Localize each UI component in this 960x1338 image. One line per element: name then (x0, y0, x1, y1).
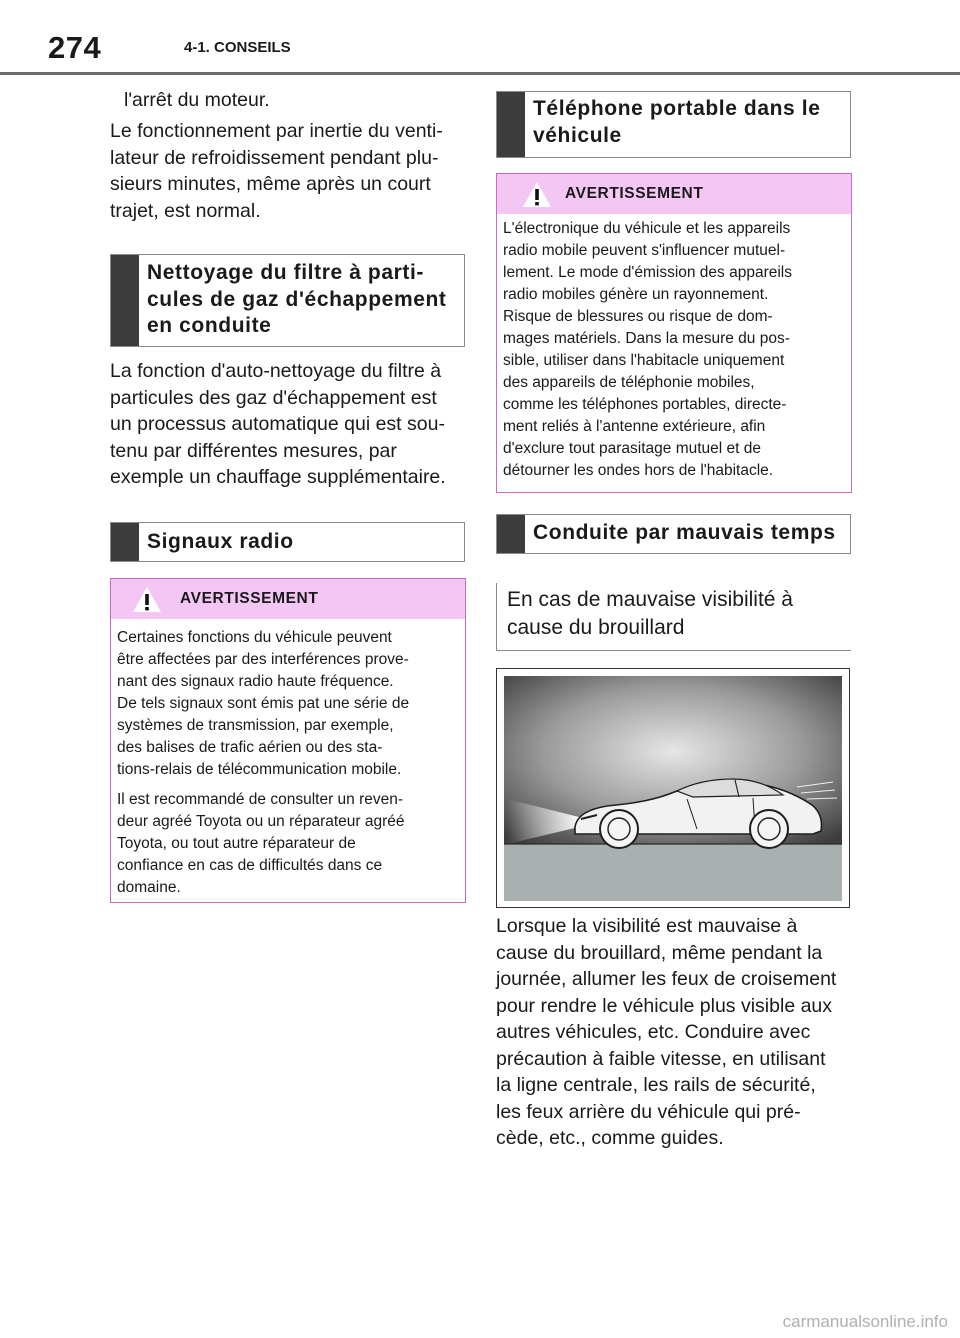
text-line: particules des gaz d'échappement est (110, 386, 437, 409)
text-line: précaution à faible vitesse, en utilisant (496, 1047, 826, 1070)
warning-paragraph (503, 218, 843, 482)
text-line: De tels signaux sont émis pat une série de (117, 695, 410, 712)
heading-bar (111, 523, 139, 561)
warning-paragraph (117, 789, 457, 899)
subheading-line: En cas de mauvaise visibilité à (507, 588, 793, 611)
page-number: 274 (48, 30, 102, 65)
text-line: nant des signaux radio haute fréquence. (117, 673, 394, 690)
text-line: détourner les ondes hors de l'habitacle. (503, 462, 774, 479)
text-line: des appareils de téléphonie mobiles, (503, 374, 755, 391)
text-line: autres véhicules, etc. Conduire avec (496, 1021, 811, 1043)
text-line: des balises de trafic aérien ou des sta- (117, 739, 383, 756)
warning-body (503, 218, 843, 490)
text-line: Risque de blessures ou risque de dom- (503, 308, 773, 325)
text-line: cause du brouillard, même pendant la (496, 941, 823, 964)
fog-paragraph (496, 913, 856, 1152)
text-line: trajet, est normal. (110, 199, 261, 222)
text-line: confiance en cas de difficultés dans ce (117, 857, 383, 874)
warning-box-radio (110, 578, 466, 903)
header-rule (0, 72, 960, 75)
heading-mobile-phone (496, 91, 851, 158)
heading-filter-cleaning (110, 254, 465, 347)
text-line: radio mobile peuvent s'influencer mutuel- (503, 242, 786, 259)
heading-bad-weather (496, 514, 851, 554)
text-line: Certaines fonctions du véhicule peuvent (117, 629, 392, 646)
warning-box-phone (496, 173, 852, 493)
text-line: domaine. (117, 879, 181, 896)
heading-line: Téléphone portable dans le (533, 97, 821, 120)
text-line: un processus automatique qui est sou- (110, 413, 445, 435)
text-line: sible, utiliser dans l'habitacle uniquement (503, 352, 785, 369)
warning-title: AVERTISSEMENT (565, 185, 704, 202)
text-line: d'exclure tout parasitage mutuel et de (503, 440, 762, 457)
warning-paragraph (117, 627, 457, 781)
text-line: Toyota, ou tout autre réparateur de (117, 835, 356, 852)
heading-bar (111, 255, 139, 346)
heading-text: Signaux radio (147, 530, 294, 553)
heading-line: cules de gaz d'échappement (147, 287, 447, 311)
heading-line: véhicule (533, 123, 622, 147)
watermark-text: carmanualsonline.info (782, 1312, 948, 1331)
text-line: cède, etc., comme guides. (496, 1127, 724, 1149)
text-line: tenu par différentes mesures, par (110, 439, 397, 462)
subheading-text (507, 586, 793, 641)
heading-bar (497, 515, 525, 553)
warning-body (117, 627, 457, 907)
chapter-title: 4-1. CONSEILS (184, 39, 291, 56)
text-line: sieurs minutes, même après un court (110, 173, 431, 195)
warning-triangle-icon (522, 181, 552, 208)
text-line: exemple un chauffage supplémentaire. (110, 466, 446, 488)
warning-title: AVERTISSEMENT (180, 590, 319, 607)
text-line: lement. Le mode d'émission des appareils (503, 264, 793, 281)
text-line: L'électronique du véhicule et les appareils (503, 220, 791, 237)
heading-line: en conduite (147, 314, 272, 337)
intro-line: l'arrêt du moteur. (124, 89, 270, 111)
text-line: lateur de refroidissement pendant plu- (110, 146, 439, 169)
text-line: deur agréé Toyota ou un réparateur agréé (117, 813, 405, 830)
heading-text (147, 260, 456, 340)
heading-bar (497, 92, 525, 157)
intro-paragraph (110, 118, 470, 224)
text-line: systèmes de transmission, par exemple, (117, 717, 394, 734)
text-line: la ligne centrale, les rails de sécurité, (496, 1074, 816, 1096)
text-line: La fonction d'auto-nettoyage du filtre à (110, 360, 442, 382)
subheading-fog (496, 583, 851, 651)
text-line: ment reliés à l'antenne extérieure, afin (503, 418, 766, 435)
text-line: radio mobiles génère un rayonnement. (503, 286, 769, 303)
text-line: pour rendre le véhicule plus visible aux (496, 994, 833, 1017)
text-line: journée, allumer les feux de croisement (496, 968, 837, 990)
text-line: Lorsque la visibilité est mauvaise à (496, 915, 798, 937)
heading-radio-signals (110, 522, 465, 562)
text-line: Le fonctionnement par inertie du venti- (110, 120, 443, 142)
car-in-fog-image (497, 669, 849, 907)
text-line: les feux arrière du véhicule qui pré- (496, 1100, 801, 1123)
filter-paragraph (110, 358, 470, 491)
subheading-line: cause du brouillard (507, 615, 685, 639)
heading-text: Conduite par mauvais temps (533, 521, 836, 544)
text-line: mages matériels. Dans la mesure du pos- (503, 330, 790, 347)
text-line: tions-relais de télécommunication mobile. (117, 761, 402, 778)
text-line: Il est recommandé de consulter un reven- (117, 791, 404, 808)
fog-driving-illustration (496, 668, 850, 908)
heading-text (533, 96, 842, 149)
heading-line: Nettoyage du filtre à parti- (147, 261, 425, 284)
text-line: être affectées par des interférences prove- (117, 651, 409, 668)
warning-triangle-icon (132, 586, 162, 613)
text-line: comme les téléphones portables, directe- (503, 396, 787, 413)
